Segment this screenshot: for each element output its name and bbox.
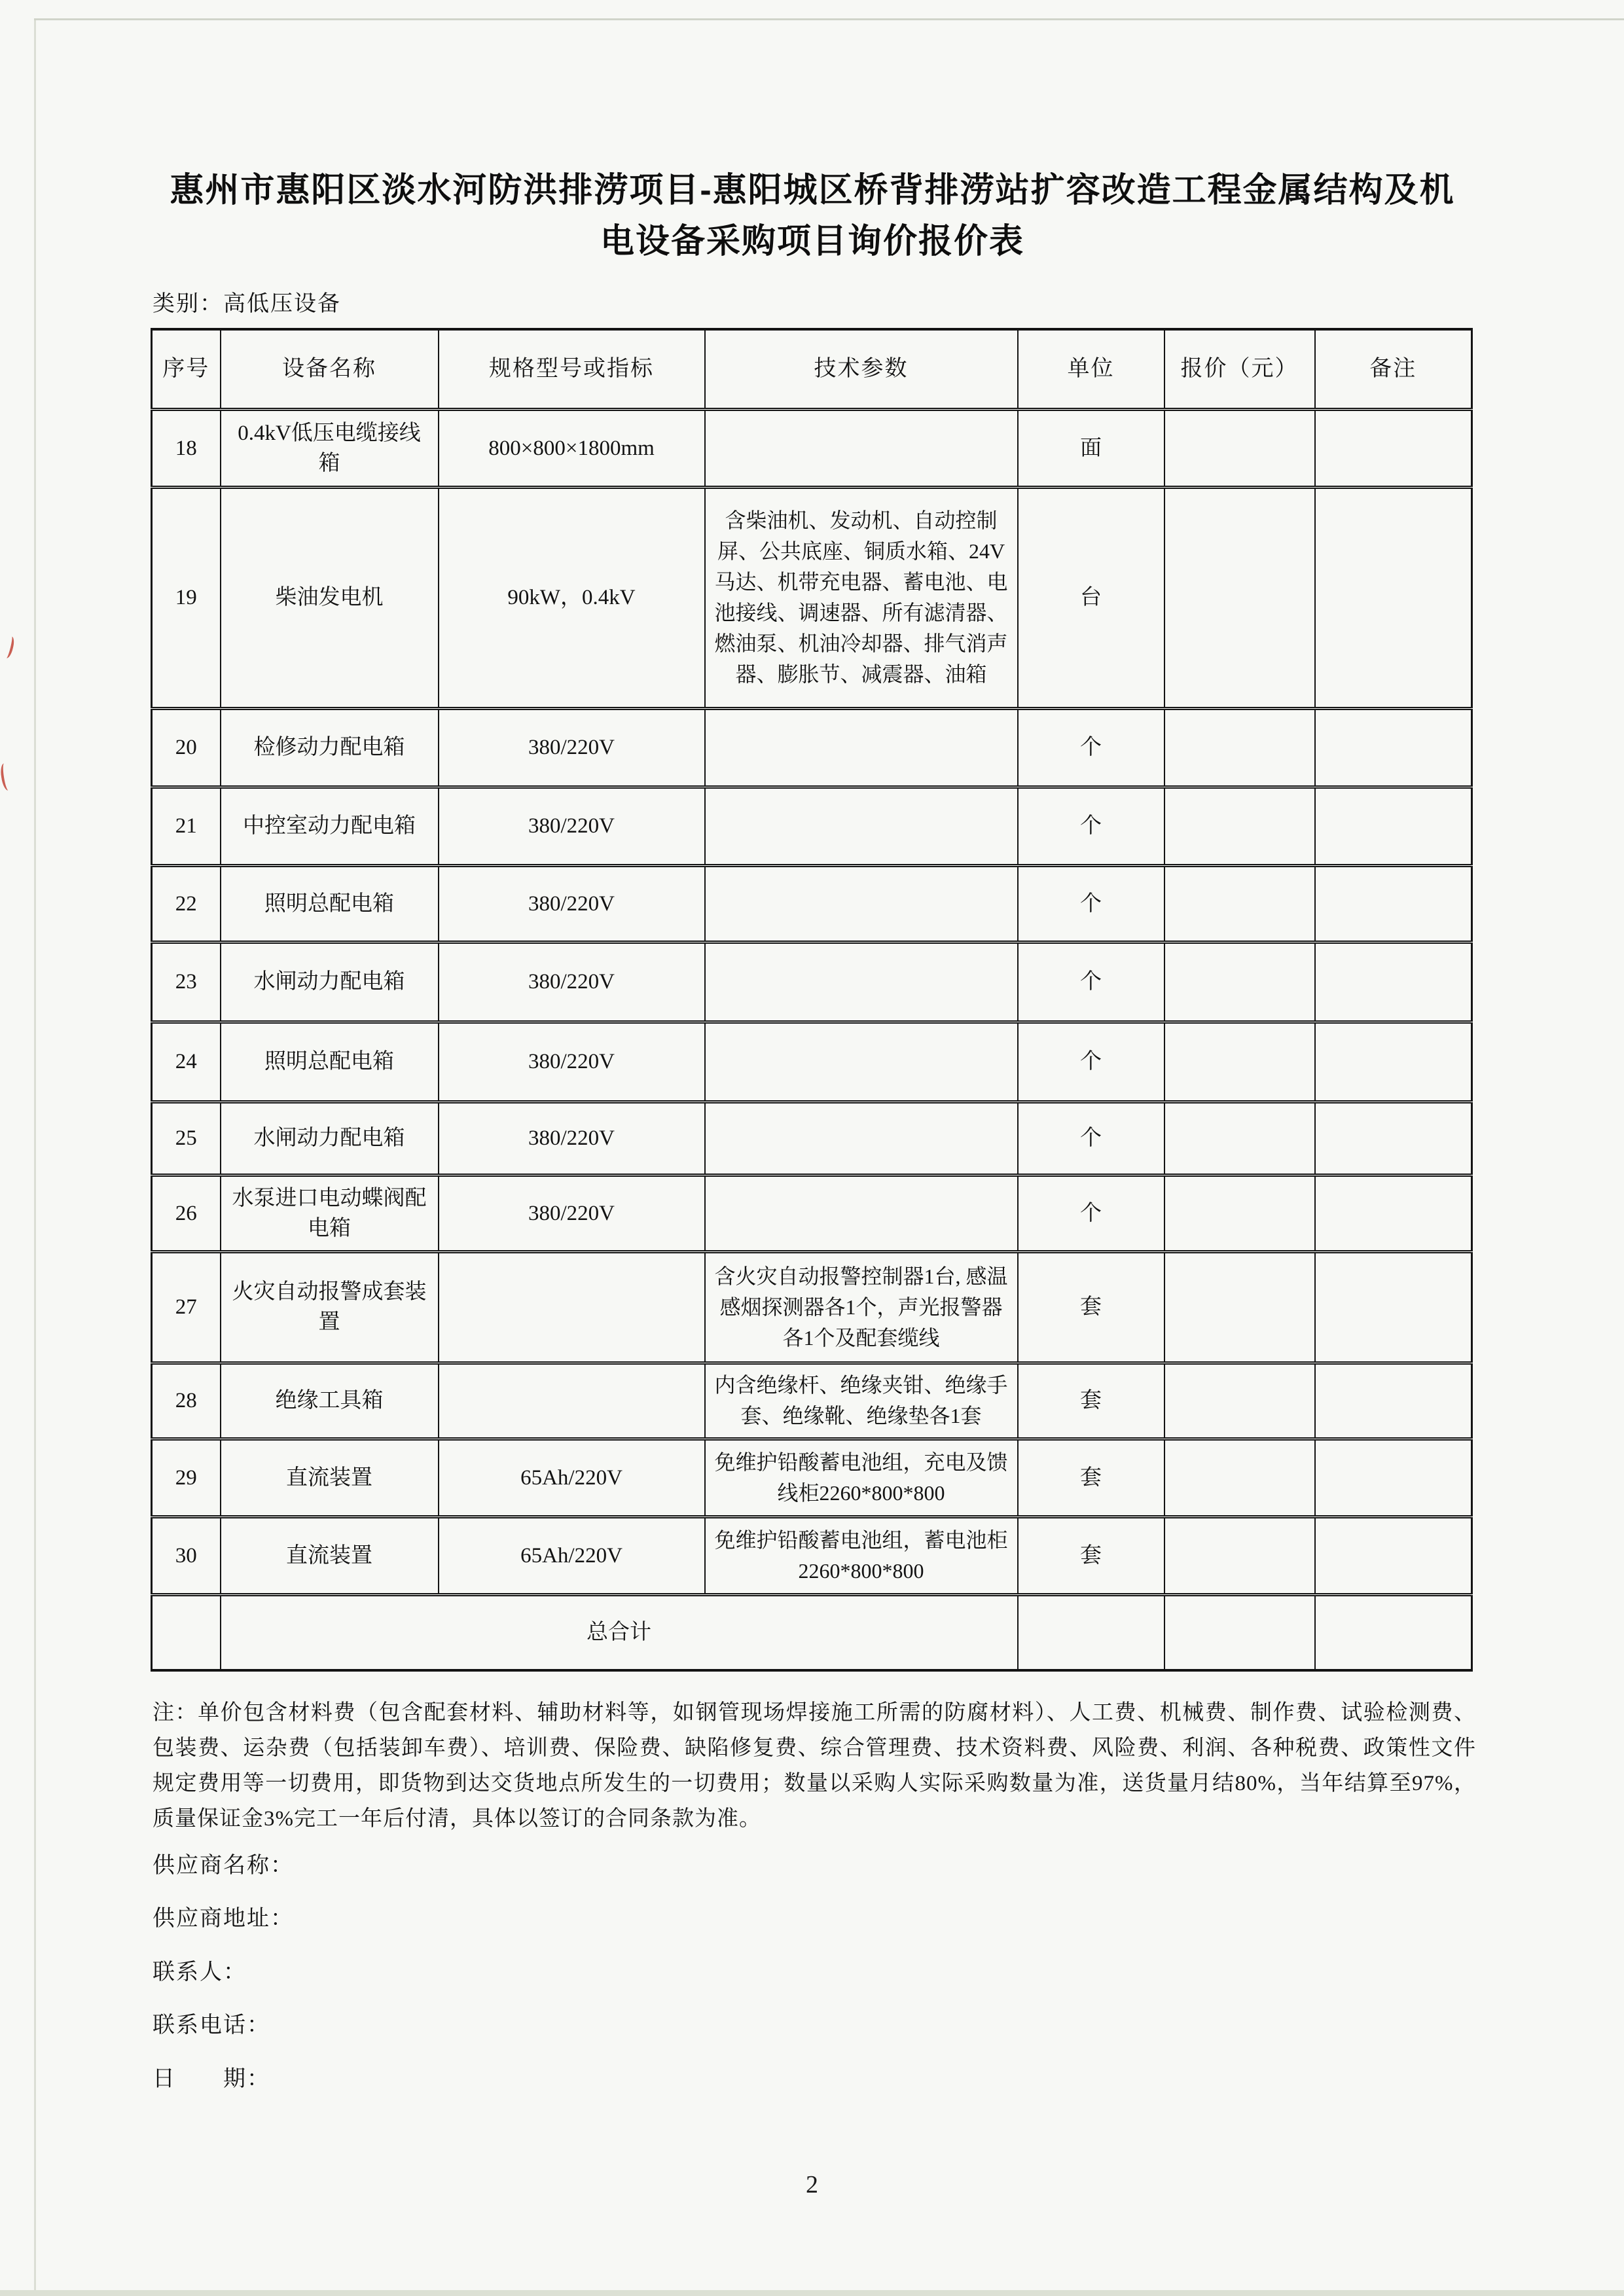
cell-spec [439,1363,705,1439]
cell-remark [1315,942,1472,1022]
header-cell-remark: 备注 [1315,329,1472,409]
cell-unit: 面 [1018,409,1164,487]
cell-no: 26 [152,1175,221,1251]
supplier-name-field: 供应商名称： [153,1854,294,1878]
cell-spec: 380/220V [439,1022,705,1102]
cell-unit: 个 [1018,1022,1164,1102]
total-remark-cell [1315,1594,1472,1670]
cell-tech: 含柴油机、发动机、自动控制屏、公共底座、铜质水箱、24V马达、机带充电器、蓄电池、电池接线、调速器、所有滤清器、燃油泵、机油冷却器、排气消声器、膨胀节、减震器、油箱 [705,487,1018,708]
table-row [152,1251,1472,1363]
cell-unit: 套 [1018,1251,1164,1363]
cell-remark [1315,1022,1472,1102]
cell-remark [1315,1363,1472,1439]
scan-edge-line-left [34,18,36,2292]
contact-person-field: 联系人： [153,1960,247,1984]
cell-price [1164,1439,1315,1516]
cell-price [1164,487,1315,708]
cell-tech [705,1022,1018,1102]
header-cell-price: 报价（元） [1164,329,1315,409]
cell-price [1164,942,1315,1022]
cell-unit: 个 [1018,865,1164,942]
cell-no: 20 [152,708,221,787]
scan-edge-bottom [0,2290,1624,2296]
cell-price [1164,708,1315,787]
table-row [152,1175,1472,1251]
cell-name: 绝缘工具箱 [221,1363,439,1439]
cell-spec: 380/220V [439,708,705,787]
cell-tech [705,409,1018,487]
header-cell-unit: 单位 [1018,329,1164,409]
cell-name: 水闸动力配电箱 [221,1102,439,1175]
cell-tech: 含火灾自动报警控制器1台, 感温感烟探测器各1个，声光报警器各1个及配套缆线 [705,1251,1018,1363]
total-no-cell [152,1594,221,1670]
cell-remark [1315,1439,1472,1516]
cell-tech [705,708,1018,787]
cell-name: 0.4kV低压电缆接线箱 [221,409,439,487]
note-text: 注：单价包含材料费（包含配套材料、辅助材料等，如钢管现场焊接施工所需的防腐材料）、人工费、机械费、制作费、试验检测费、包装费、运杂费（包括装卸车费）、培训费、保险费、缺陷修复费、综合管理费、技术资料费、风险费、利润、各种税费、政策性文件规定费用等一切费用，即货物到达交货地点所发生的一切费用；数量以采购人实际采购数量为准，送货量月结80%，当年结算至97%，质量保证金3%完工一年后付清，具体以签订的合同条款为准。 [153,1701,1476,1831]
cell-unit: 套 [1018,1439,1164,1516]
cell-no: 25 [152,1102,221,1175]
cell-tech [705,942,1018,1022]
cell-no: 18 [152,409,221,487]
category-label: 类别： [153,292,223,316]
cell-spec [439,1251,705,1363]
cell-name: 水泵进口电动蝶阀配电箱 [221,1175,439,1251]
cell-no: 27 [152,1251,221,1363]
table-row [152,1516,1472,1594]
cell-no: 19 [152,487,221,708]
cell-spec: 90kW，0.4kV [439,487,705,708]
cell-remark [1315,1516,1472,1594]
page-title [118,165,1507,267]
cell-name: 照明总配电箱 [221,865,439,942]
table-row [152,1102,1472,1175]
cell-name: 照明总配电箱 [221,1022,439,1102]
scan-edge-line-top [34,18,1624,20]
table-row [152,1363,1472,1439]
cell-unit: 套 [1018,1363,1164,1439]
cell-no: 30 [152,1516,221,1594]
cell-price [1164,1102,1315,1175]
cell-unit: 个 [1018,787,1164,865]
cell-no: 22 [152,865,221,942]
cell-unit: 个 [1018,1102,1164,1175]
cell-price [1164,1251,1315,1363]
table-row [152,1439,1472,1516]
total-price-cell [1164,1594,1315,1670]
table-row [152,708,1472,787]
cell-spec: 380/220V [439,942,705,1022]
cell-spec: 380/220V [439,1175,705,1251]
cell-name: 中控室动力配电箱 [221,787,439,865]
cell-name: 柴油发电机 [221,487,439,708]
table-row [152,865,1472,942]
cell-no: 28 [152,1363,221,1439]
cell-spec: 380/220V [439,1102,705,1175]
cell-no: 23 [152,942,221,1022]
table-row [152,487,1472,708]
cell-unit: 个 [1018,1175,1164,1251]
cell-tech: 免维护铅酸蓄电池组，充电及馈线柜2260*800*800 [705,1439,1018,1516]
cell-no: 24 [152,1022,221,1102]
table-header-row [152,329,1472,409]
cell-no: 29 [152,1439,221,1516]
cell-price [1164,409,1315,487]
cell-name: 检修动力配电箱 [221,708,439,787]
category-value: 高低压设备 [223,292,341,316]
page-title-line2: 电设备采购项目询价报价表 [600,223,1024,260]
header-cell-no: 序号 [152,329,221,409]
cell-name: 直流装置 [221,1439,439,1516]
cell-remark [1315,1175,1472,1251]
total-label-cell: 总合计 [221,1594,1018,1670]
cell-spec: 380/220V [439,865,705,942]
cell-price [1164,1516,1315,1594]
cell-spec: 65Ah/220V [439,1439,705,1516]
quotation-table [151,328,1473,1672]
red-ink-mark [0,762,13,791]
table-row [152,787,1472,865]
cell-name: 直流装置 [221,1516,439,1594]
cell-price [1164,1022,1315,1102]
cell-unit: 个 [1018,942,1164,1022]
cell-price [1164,865,1315,942]
cell-tech [705,1102,1018,1175]
table-row [152,942,1472,1022]
cell-unit: 套 [1018,1516,1164,1594]
cell-tech: 免维护铅酸蓄电池组，蓄电池柜2260*800*800 [705,1516,1018,1594]
table-row [152,1022,1472,1102]
red-ink-mark [3,636,16,659]
cell-spec: 65Ah/220V [439,1516,705,1594]
cell-spec: 800×800×1800mm [439,409,705,487]
cell-remark [1315,865,1472,942]
cell-spec: 380/220V [439,787,705,865]
cell-tech [705,865,1018,942]
cell-remark [1315,487,1472,708]
table-row [152,409,1472,487]
cell-tech [705,787,1018,865]
header-cell-spec: 规格型号或指标 [439,329,705,409]
total-unit-cell [1018,1594,1164,1670]
header-cell-name: 设备名称 [221,329,439,409]
cell-remark [1315,1102,1472,1175]
cell-name: 火灾自动报警成套装置 [221,1251,439,1363]
contact-phone-field: 联系电话： [153,2013,270,2037]
cell-remark [1315,1251,1472,1363]
page-number: 2 [806,2171,818,2198]
page-title-line1: 惠州市惠阳区淡水河防洪排涝项目-惠阳城区桥背排涝站扩容改造工程金属结构及机 [170,171,1455,209]
cell-remark [1315,787,1472,865]
category-line [153,285,341,317]
cell-no: 21 [152,787,221,865]
supplier-address-field: 供应商地址： [153,1907,294,1931]
table-total-row [152,1594,1472,1670]
header-cell-tech: 技术参数 [705,329,1018,409]
cell-remark [1315,708,1472,787]
cell-tech: 内含绝缘杆、绝缘夹钳、绝缘手套、绝缘靴、绝缘垫各1套 [705,1363,1018,1439]
cell-tech [705,1175,1018,1251]
cell-unit: 台 [1018,487,1164,708]
cell-unit: 个 [1018,708,1164,787]
cell-price [1164,1175,1315,1251]
cell-price [1164,787,1315,865]
cell-price [1164,1363,1315,1439]
cell-name: 水闸动力配电箱 [221,942,439,1022]
date-field: 日 期： [153,2067,270,2091]
cell-remark [1315,409,1472,487]
